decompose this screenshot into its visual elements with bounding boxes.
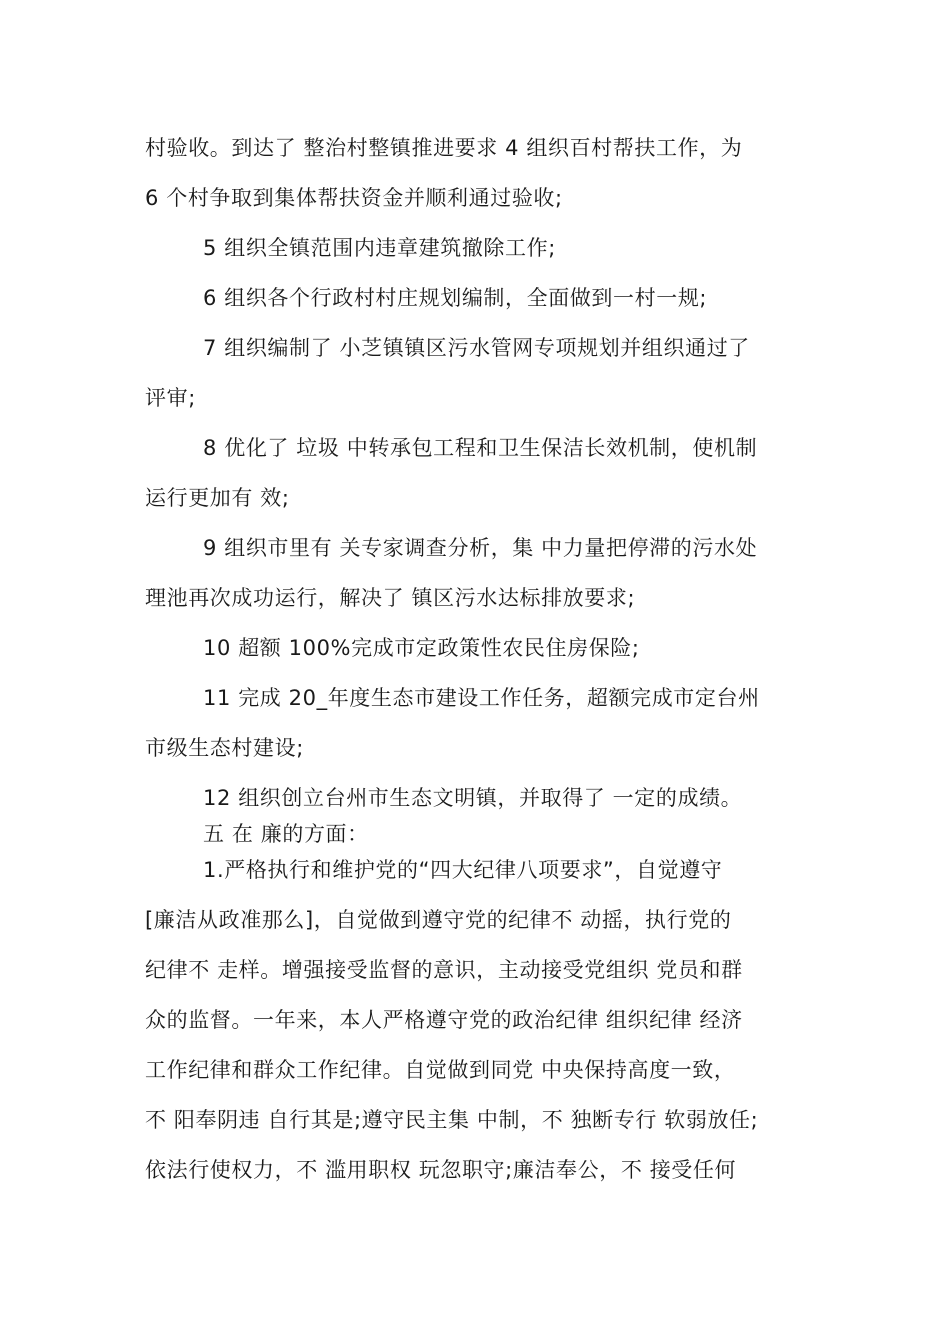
text-line: 众的监督。一年来，本人严格遵守党的政治纪律 组织纪律 经济 [145, 1008, 743, 1032]
text-line: 12 组织创立台州市生态文明镇，并取得了 一定的成绩。 [203, 786, 743, 810]
text-line: 11 完成 20_年度生态市建设工作任务，超额完成市定台州 [203, 686, 760, 710]
text-line: 1.严格执行和维护党的“四大纪律八项要求”，自觉遵守 [203, 858, 723, 882]
section-heading: 五 在 廉的方面： [203, 822, 369, 846]
text-line: 工作纪律和群众工作纪律。自觉做到同党 中央保持高度一致， [145, 1058, 736, 1082]
text-line: 理池再次成功运行，解决了 镇区污水达标排放要求; [145, 586, 636, 610]
text-line: 依法行使权力，不 滥用职权 玩忽职守;廉洁奉公，不 接受任何 [145, 1158, 737, 1182]
text-line: 10 超额 100%完成市定政策性农民住房保险; [203, 636, 640, 660]
text-line: 6 个村争取到集体帮扶资金并顺利通过验收; [145, 186, 563, 210]
text-line: 5 组织全镇范围内违章建筑撤除工作; [203, 236, 556, 260]
text-line: [廉洁从政准那么]，自觉做到遵守党的纪律不 动摇，执行党的 [145, 908, 732, 932]
text-line: 8 优化了 垃圾 中转承包工程和卫生保洁长效机制，使机制 [203, 436, 758, 460]
text-line: 评审; [145, 386, 196, 410]
text-line: 村验收。到达了 整治村整镇推进要求 4 组织百村帮扶工作，为 [145, 136, 743, 160]
text-line: 不 阳奉阴违 自行其是;遵守民主集 中制，不 独断专行 软弱放任; [145, 1108, 759, 1132]
text-line: 9 组织市里有 关专家调查分析，集 中力量把停滞的污水处 [203, 536, 758, 560]
text-line: 纪律不 走样。增强接受监督的意识，主动接受党组织 党员和群 [145, 958, 743, 982]
text-line: 市级生态村建设; [145, 736, 304, 760]
text-line: 运行更加有 效; [145, 486, 290, 510]
text-line: 7 组织编制了 小芝镇镇区污水管网专项规划并组织通过了 [203, 336, 750, 360]
text-line: 6 组织各个行政村村庄规划编制，全面做到一村一规; [203, 286, 708, 310]
